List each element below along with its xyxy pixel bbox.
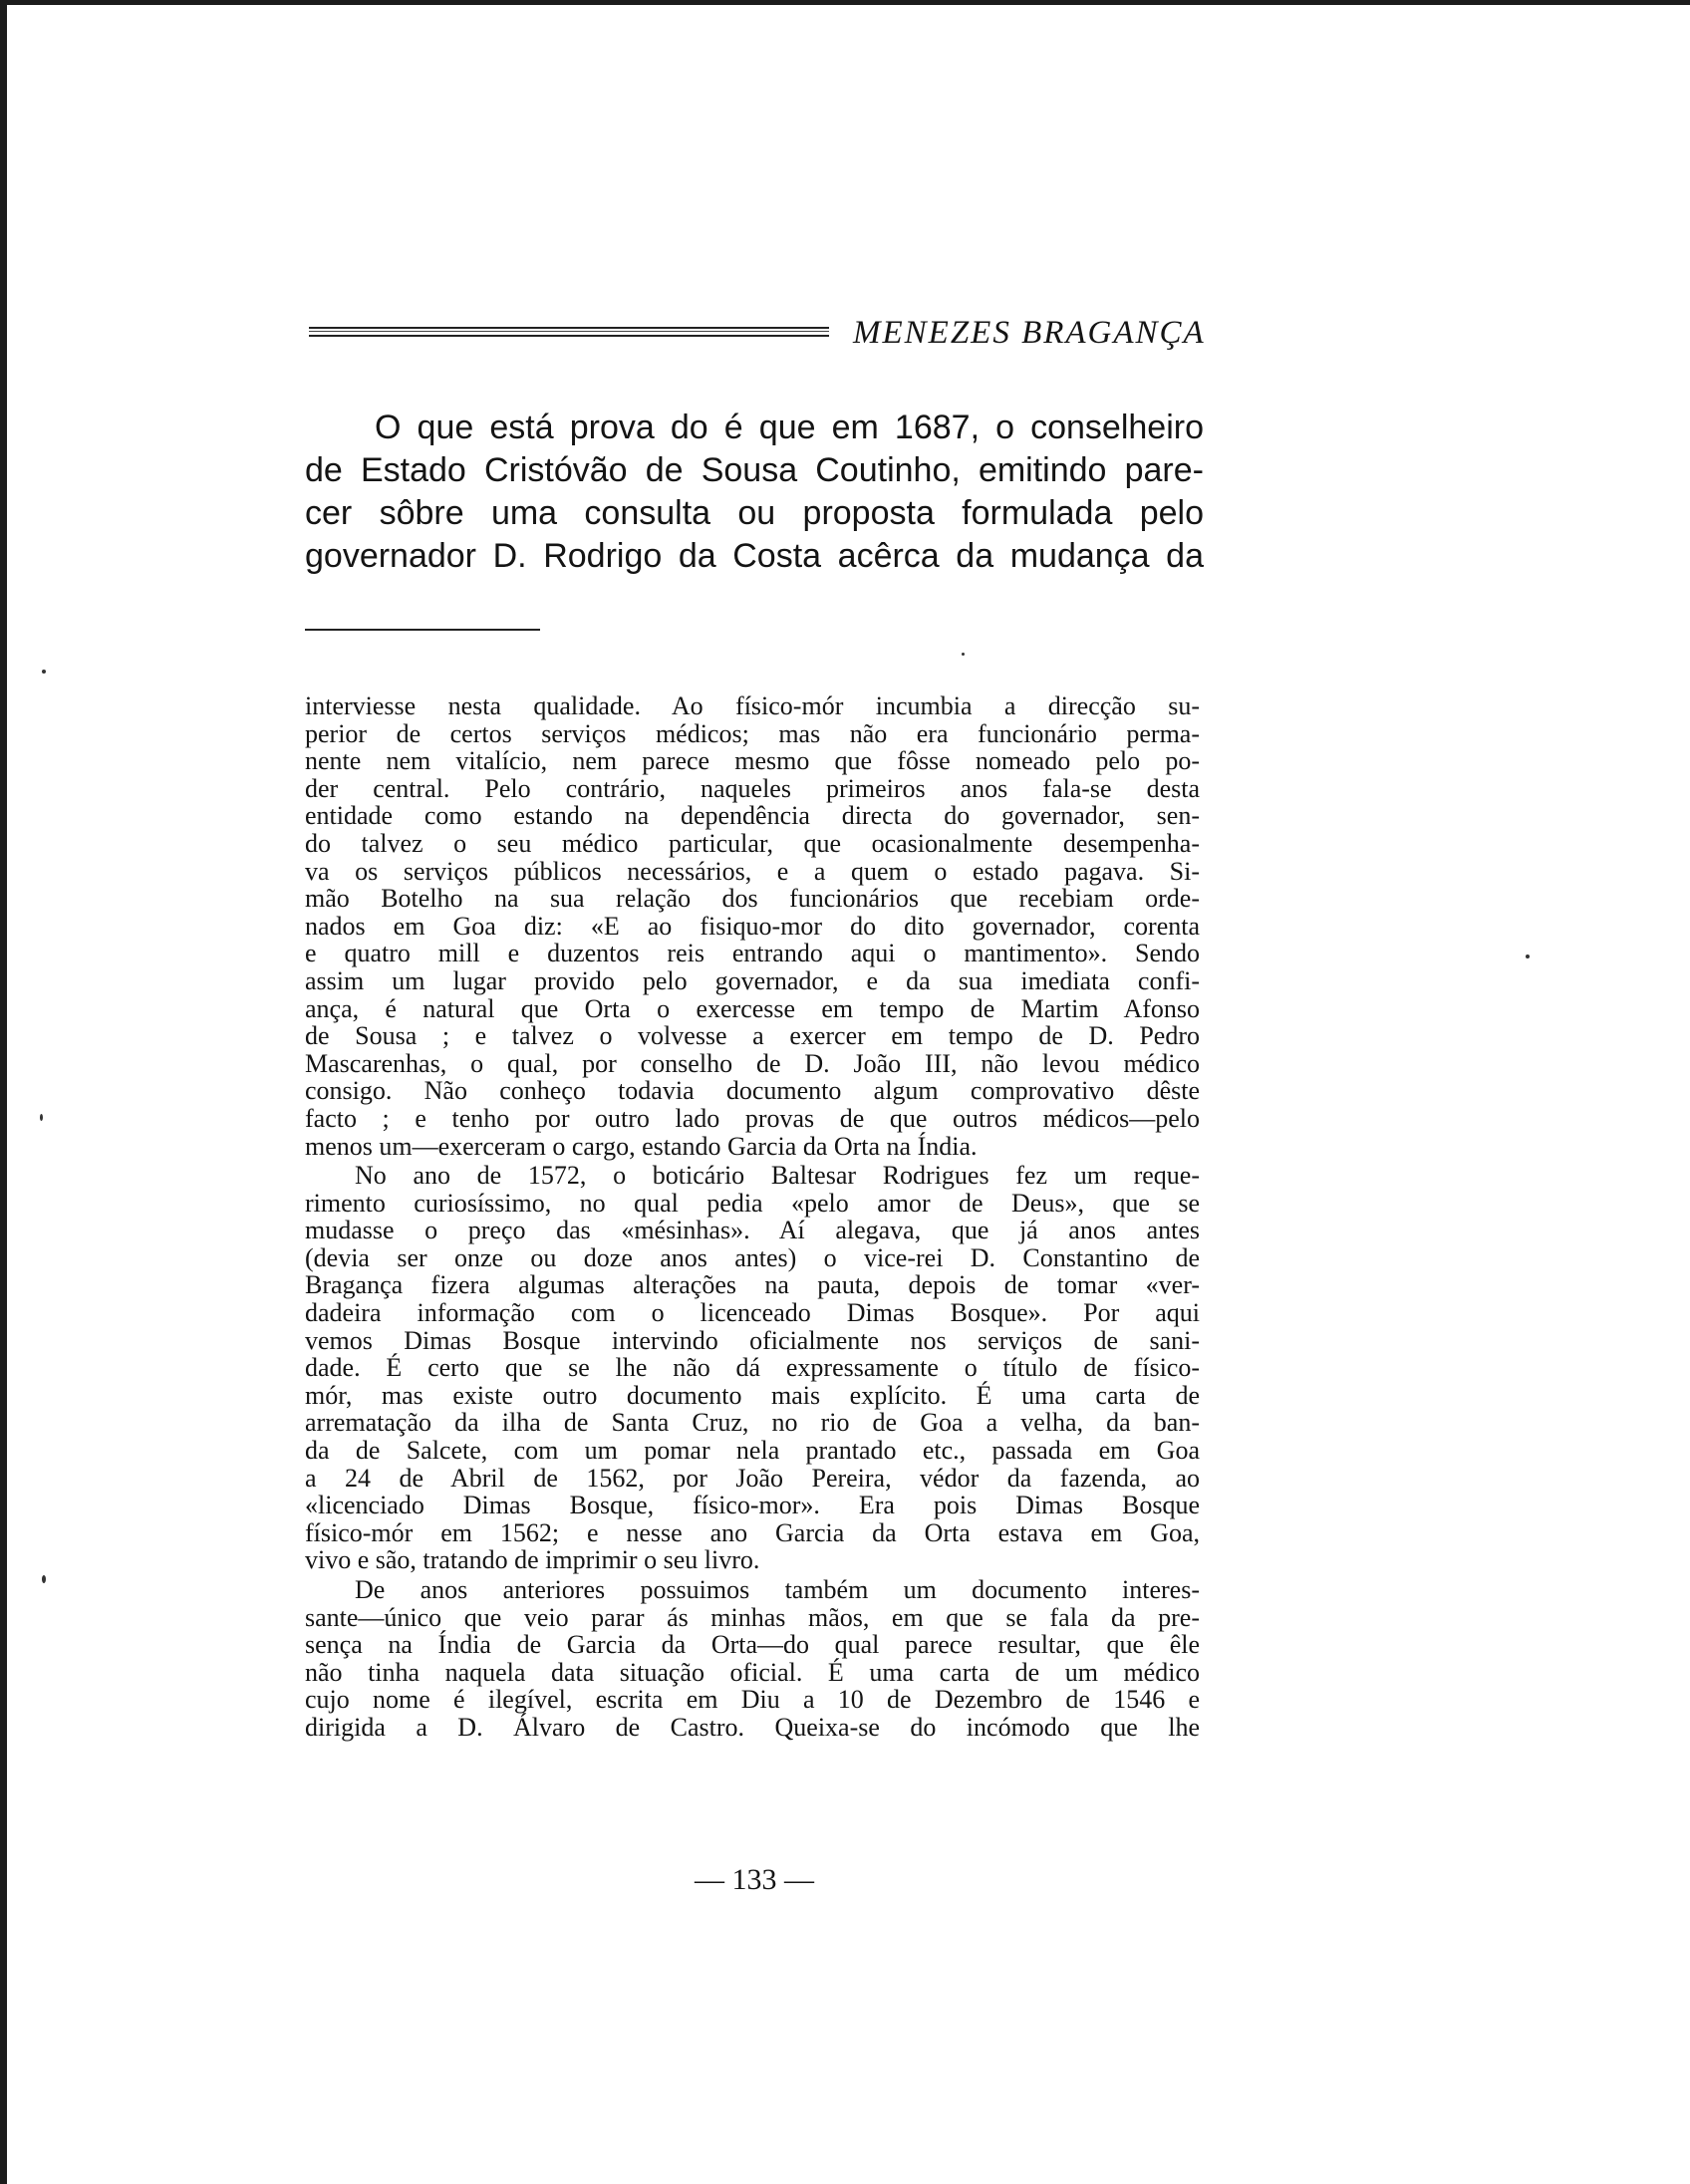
footnote-line: perior de certos serviços médicos; mas não era funcionário perma- bbox=[305, 718, 1200, 748]
footnote-line: nados em Goa diz: «E ao fisiquo-mor do dito governador, corenta bbox=[305, 911, 1200, 941]
footnote-line: do talvez o seu médico particular, que ocasionalmente desempenha- bbox=[305, 828, 1200, 858]
footnote-line: (devia ser onze ou doze anos antes) o vice-rei D. Constantino de bbox=[305, 1242, 1200, 1272]
footnote-line: vivo e são, tratando de imprimir o seu livro. bbox=[305, 1545, 760, 1575]
footnote-line: Bragança fizera algumas alterações na pauta, depois de tomar «ver- bbox=[305, 1270, 1200, 1300]
footnote-line: da de Salcete, com um pomar nela prantado etc., passada em Goa bbox=[305, 1436, 1200, 1466]
footnote-line: mudasse o preço das «mésinhas». Aí alegava, que já anos antes bbox=[305, 1216, 1200, 1245]
footnote-line: de Sousa ; e talvez o volvesse a exercer em tempo de D. Pedro bbox=[305, 1021, 1200, 1051]
footnote-paragraph-2 bbox=[305, 1162, 1200, 1574]
footnote-paragraph-3 bbox=[305, 1576, 1200, 1742]
footnote-line: não tinha naquela data situação oficial. É uma carta de um médico bbox=[305, 1657, 1200, 1687]
main-text-line: de Estado Cristóvão de Sousa Coutinho, emitindo pare- bbox=[305, 451, 1204, 489]
footnote-line: interviesse nesta qualidade. Ao físico-mór incumbia a direcção su- bbox=[305, 691, 1200, 720]
footnote-line: a 24 de Abril de 1562, por João Pereira, védor da fazenda, ao bbox=[305, 1463, 1200, 1493]
running-head: MENEZES BRAGANÇA bbox=[853, 315, 1206, 351]
footnote-line: dadeira informação com o licenceado Dimas Bosque». Por aqui bbox=[305, 1298, 1200, 1328]
footnotes-block bbox=[305, 692, 1200, 1744]
scan-speck bbox=[962, 653, 965, 656]
scan-speck bbox=[1526, 955, 1530, 958]
footnote-line: dirigida a D. Álvaro de Castro. Queixa-se do incómodo que lhe bbox=[305, 1712, 1200, 1742]
scan-speck bbox=[42, 1575, 46, 1583]
footnote-line: nente nem vitalício, nem parece mesmo que fôsse nomeado pelo po- bbox=[305, 746, 1200, 776]
footnote-line: assim um lugar provido pelo governador, e da sua imediata confi- bbox=[305, 965, 1200, 995]
scan-edge-top bbox=[0, 0, 1690, 5]
header-double-rule bbox=[309, 327, 829, 337]
footnote-line: entidade como estando na dependência directa do governador, sen- bbox=[305, 801, 1200, 831]
footnote-line: «licenciado Dimas Bosque, físico-mor». Era pois Dimas Bosque bbox=[305, 1491, 1200, 1520]
footnote-line: No ano de 1572, o boticário Baltesar Rodrigues fez um reque- bbox=[355, 1161, 1200, 1191]
footnote-line: facto ; e tenho por outro lado provas de que outros médicos—pelo bbox=[305, 1103, 1200, 1133]
scan-speck bbox=[40, 1114, 43, 1121]
footnote-rule bbox=[305, 629, 540, 631]
scan-edge-left bbox=[0, 0, 7, 2184]
main-text-line: governador D. Rodrigo da Costa acêrca da mudança da bbox=[305, 537, 1204, 575]
footnote-line: De anos anteriores possuimos também um documento interes- bbox=[355, 1575, 1200, 1604]
footnote-line: rimento curiosíssimo, no qual pedia «pelo amor de Deus», que se bbox=[305, 1188, 1200, 1218]
footnote-line: dade. É certo que se lhe não dá expressamente o título de físico- bbox=[305, 1353, 1200, 1383]
main-text-line: O que está prova do é que em 1687, o conselheiro bbox=[375, 409, 1204, 446]
footnote-line: vemos Dimas Bosque intervindo oficialmente nos serviços de sani- bbox=[305, 1325, 1200, 1355]
footnote-line: sante—único que veio parar ás minhas mãos, em que se fala da pre- bbox=[305, 1602, 1200, 1632]
main-text-block bbox=[305, 407, 1204, 578]
footnote-line: Mascarenhas, o qual, por conselho de D. João III, não levou médico bbox=[305, 1048, 1200, 1078]
footnote-line: sença na Índia de Garcia da Orta—do qual parece resultar, que êle bbox=[305, 1630, 1200, 1660]
footnote-paragraph-1 bbox=[305, 692, 1200, 1160]
footnote-line: cujo nome é ilegível, escrita em Diu a 10 de Dezembro de 1546 e bbox=[305, 1685, 1200, 1715]
footnote-line: mór, mas existe outro documento mais explícito. É uma carta de bbox=[305, 1380, 1200, 1410]
footnote-line: mão Botelho na sua relação dos funcionários que recebiam orde- bbox=[305, 884, 1200, 914]
footnote-line: e quatro mill e duzentos reis entrando aqui o mantimento». Sendo bbox=[305, 939, 1200, 968]
footnote-line: físico-mór em 1562; e nesse ano Garcia da Orta estava em Goa, bbox=[305, 1517, 1200, 1547]
footnote-line: arrematação da ilha de Santa Cruz, no rio de Goa a velha, da ban- bbox=[305, 1408, 1200, 1438]
footnote-line: menos um—exerceram o cargo, estando Garcia da Orta na Índia. bbox=[305, 1131, 978, 1161]
footnote-line: ança, é natural que Orta o exercesse em tempo de Martim Afonso bbox=[305, 993, 1200, 1023]
footnote-line: consigo. Não conheço todavia documento algum comprovativo dêste bbox=[305, 1076, 1200, 1106]
scan-speck bbox=[42, 670, 46, 674]
footnote-line: va os serviços públicos necessários, e a quem o estado pagava. Si- bbox=[305, 856, 1200, 886]
page-number: — 133 — bbox=[695, 1863, 814, 1896]
main-text-line: cer sôbre uma consulta ou proposta formulada pelo bbox=[305, 494, 1204, 532]
footnote-line: der central. Pelo contrário, naqueles primeiros anos fala-se desta bbox=[305, 773, 1200, 803]
